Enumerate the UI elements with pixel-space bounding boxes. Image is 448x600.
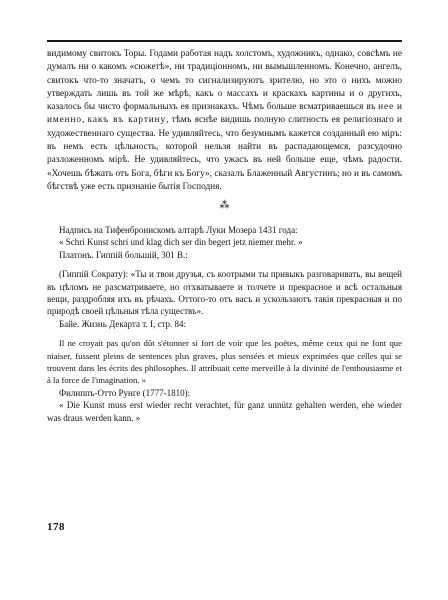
quote-text: « Schri Kunst schri und klag dich ser din begert jetz niemer mehr. »	[59, 237, 303, 248]
top-rule	[47, 40, 402, 42]
quote-text: (Гиппій Сократу): «Ты и твои друзья, съ коотрыми ты привыкъ разговаривать, вы вещей въ цѣломъ не разсматриваете, но отхватываете и толчете и прекрасное и всѣ остальныя вещи, раздробляя ихъ въ рѣчахъ. Оттого-то отъ васъ и ускользаютъ такія прекрасныя и по природѣ своей цѣльныя тѣла существъ».	[47, 269, 402, 317]
quote-text: « Die Kunst muss erst wieder recht verachtet, für ganz unnütz gehalten werden, ehe wieder was draus werden kann. »	[47, 400, 402, 423]
body-text-part: видимому свитокъ Торы. Годами работая надъ холстомъ, художникъ, однако, совсѣмъ не думалъ ни о какомъ «сюжетѣ», ни традиціонномъ, ни вымышленномъ. Конечно, ангелъ, свитокъ что-то значатъ, о чемъ то сигнализируютъ зрителю, но это о нихъ можно утверждать лишь въ той же мѣрѣ, какъ о массахъ и краскахъ картины и о другихъ, казалось бы чисто формальныхъ ея признакахъ. Чѣмъ больше всматриваешься въ	[47, 49, 402, 113]
body-text-part: и	[394, 102, 402, 113]
quote-intro: Надпись на Тифенбронискомъ алтарѣ Луки Мозера 1431 года:	[59, 225, 298, 235]
quote-text: Il ne croyait pas qu'on dût s'étonner si fort de voir que les poëtes, même ceux qui ne font que niaiser, fussent pleins de sentences plus graves, plus sensées et mieux exprimées que celles qui se trouvent dans les écrits des philosophes. Il attribuait cette merveille à la divinité de l'enthousiasme et à la force de l'imagination. »	[47, 338, 402, 386]
emphasis-text: именно	[47, 115, 82, 126]
emphasis-text: нее	[378, 102, 395, 113]
asterism-ornament: ⁂	[219, 200, 229, 211]
body-text-part: ,	[81, 115, 88, 126]
body-text-part: , тѣмъ яснѣе видишь полную слитность ея религіознаго и художественнаго существа. Не удивляйтесь, что безумнымъ кажется созданный ею міръ: въ немъ есть цѣльность, которой нельзя найти въ распадающемся, разсудочно разложенномъ мірѣ. Не удивляйтесь, что ужасъ въ ней больше еще, чѣмъ радости. «Хочешь бѣжать отъ Бога, бѣги къ Богу», сказалъ Блаженный Августинъ; но и въ самомъ бѣгствѣ уже есть признаніе бытія Господня.	[47, 115, 402, 192]
quotations-section	[47, 224, 402, 424]
quote-source: Филиппъ-Отто Рунге (1777-1810):	[59, 387, 191, 398]
quote-source: Байе. Жизнь Декарта т. I, стр. 84:	[59, 318, 187, 329]
quote-source: Платонъ. Гиппій большій, 301 В.:	[59, 249, 188, 260]
emphasis-text: какъ въ картину	[87, 115, 167, 126]
page-number: 178	[47, 521, 65, 533]
body-paragraph	[47, 48, 402, 194]
